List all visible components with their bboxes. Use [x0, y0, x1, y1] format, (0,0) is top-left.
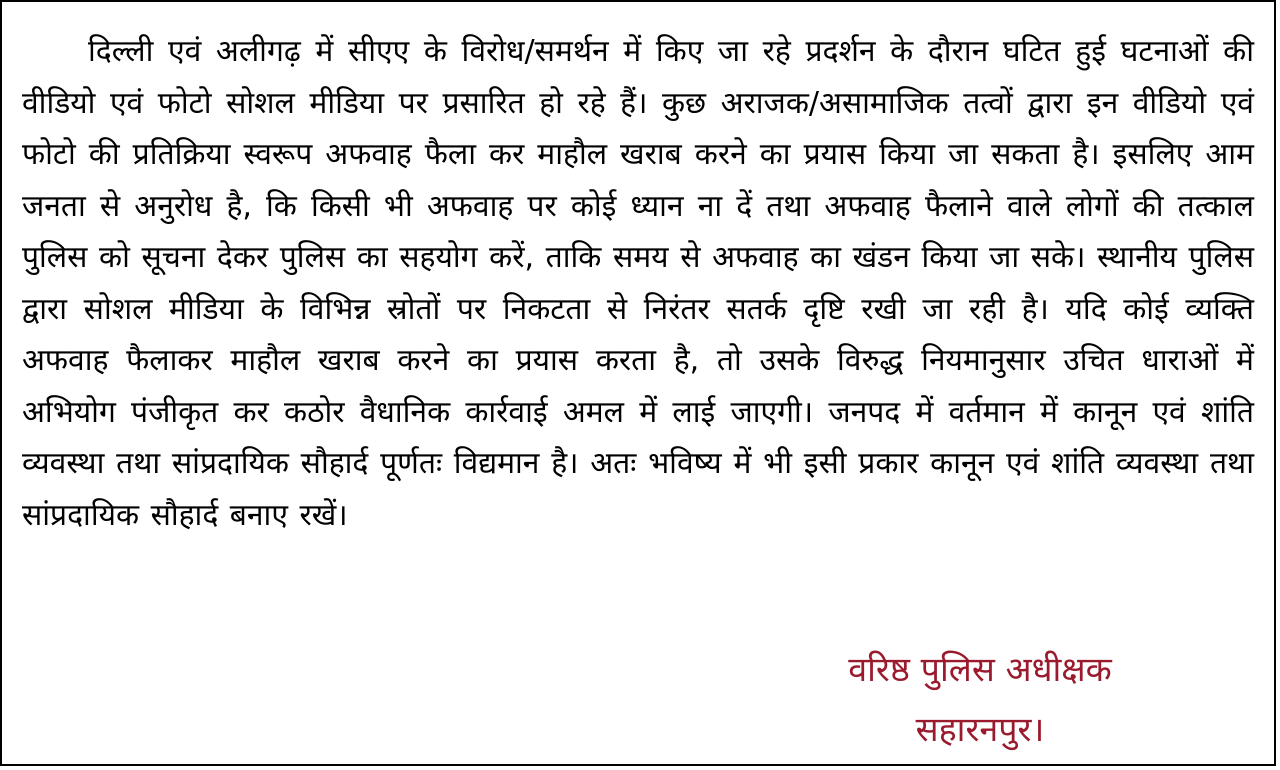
signature-designation: वरिष्ठ पुलिस अधीक्षक: [848, 650, 1112, 690]
notice-paragraph: दिल्ली एवं अलीगढ़ में सीएए के विरोध/समर्थन में किए जा रहे प्रदर्शन के दौरान घटित हुई घटनाओं की वीडियो एवं फोटो सोशल मीडिया पर प्रसारित हो रहे हैं। कुछ अराजक/असामाजिक तत्वों द्वारा इन वीडियो एवं फोटो की प्रतिक्रिया स्वरूप अफवाह फैला कर माहौल खराब करने का प्रयास किया जा सकता है। इसलिए आम जनता से अनुरोध है, कि किसी भी अफवाह पर कोई ध्यान ना दें तथा अफवाह फैलाने वाले लोगों की तत्काल पुलिस को सूचना देकर पुलिस का सहयोग करें, ताकि समय से अफवाह का खंडन किया जा सके। स्थानीय पुलिस द्वारा सोशल मीडिया के विभिन्न स्रोतों पर निकटता से निरंतर सतर्क दृष्टि रखी जा रही है। यदि कोई व्यक्ति अफवाह फैलाकर माहौल खराब करने का प्रयास करता है, तो उसके विरुद्ध नियमानुसार उचित धाराओं में अभियोग पंजीकृत कर कठोर वैधानिक कार्रवाई अमल में लाई जाएगी। जनपद में वर्तमान में कानून एवं शांति व्यवस्था तथा सांप्रदायिक सौहार्द पूर्णतः विद्यमान है। अतः भविष्य में भी इसी प्रकार कानून एवं शांति व्यवस्था तथा सांप्रदायिक सौहार्द बनाए रखें।: [22, 34, 1254, 533]
signature-block: [720, 640, 1240, 760]
signature-place: सहारनपुर।: [915, 710, 1045, 750]
